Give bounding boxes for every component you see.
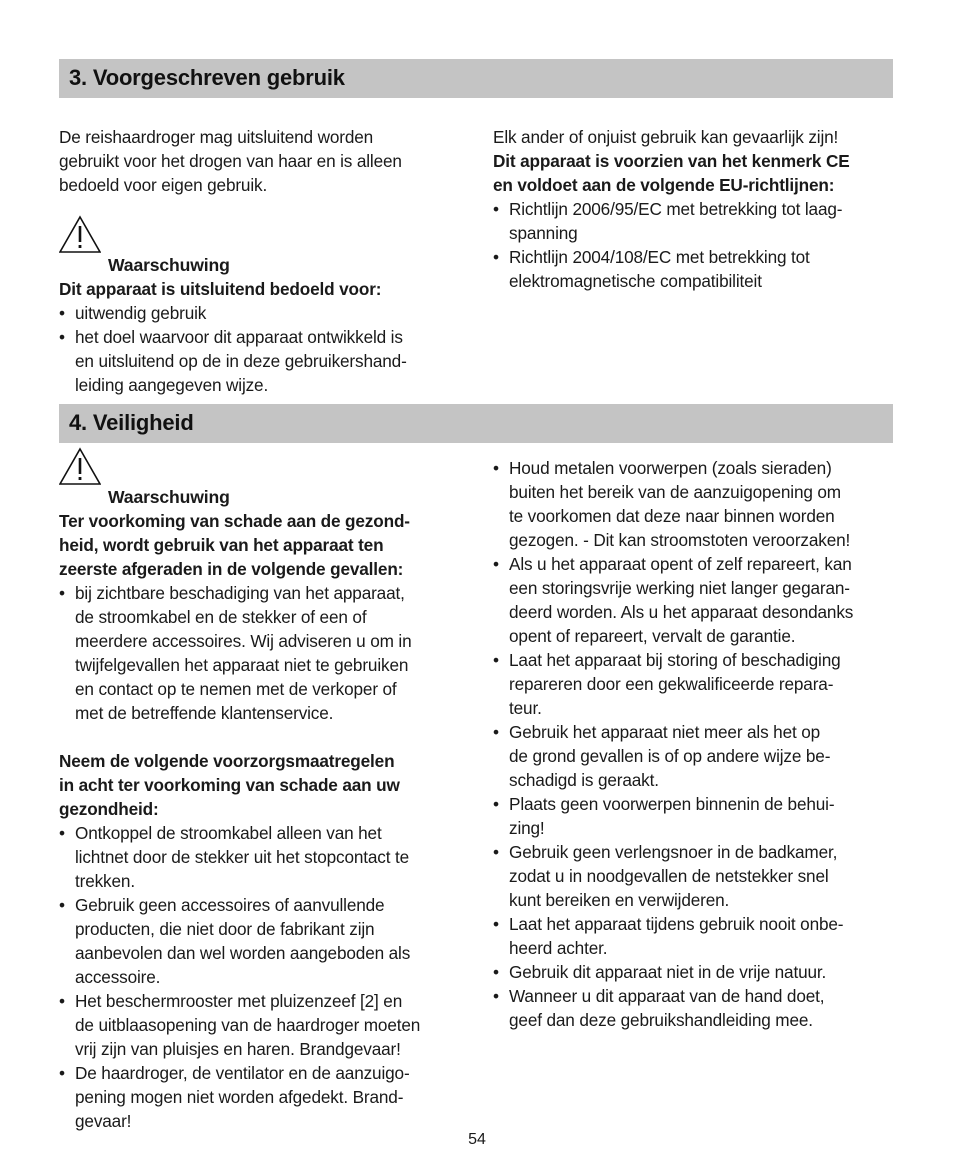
precautions-lead: Neem de volgende voorzorgsmaatregelen in acht ter voorkoming van schade aan uw gezondheid: bbox=[59, 751, 400, 819]
section-3-left-column bbox=[59, 125, 459, 397]
list-item: • De haardroger, de ventilator en de aanzuigo- pening mogen niet worden afgedekt. Brand- gevaar! bbox=[59, 1061, 459, 1133]
warning-lead: Dit apparaat is uitsluitend bedoeld voor: bbox=[59, 279, 382, 299]
section-4-right-column bbox=[493, 456, 893, 1032]
safety-list bbox=[493, 456, 893, 1032]
eu-directives-list bbox=[493, 197, 893, 293]
warning-heading bbox=[59, 253, 459, 277]
section-4-title: 4. Veiligheid bbox=[69, 410, 194, 435]
list-item: • Het beschermrooster met pluizenzeef [2] en de uitblaasopening van de haardroger moeten vrij zijn van pluisjes en haren. Brandgevaar! bbox=[59, 989, 459, 1061]
list-item: • Ontkoppel de stroomkabel alleen van het lichtnet door de stekker uit het stopcontact te trekken. bbox=[59, 821, 459, 893]
section-4-left-column bbox=[59, 485, 459, 1133]
list-item: • Gebruik geen verlengsnoer in de badkamer, zodat u in noodgevallen de netstekker snel kunt bereiken en verwijderen. bbox=[493, 840, 893, 912]
list-item: • Wanneer u dit apparaat van de hand doet, geef dan deze gebruikshandleiding mee. bbox=[493, 984, 893, 1032]
list-item: • bij zichtbare beschadiging van het apparaat, de stroomkabel en de stekker of een of meerdere accessoires. Wij adviseren u om in twijfelgevallen het apparaat niet te gebruiken en contact op te nemen met de verkoper of met de betreffende klantenservice. bbox=[59, 581, 459, 725]
page-number: 54 bbox=[468, 1131, 486, 1148]
warning-label: Waarschuwing bbox=[108, 255, 230, 275]
warning-triangle-icon bbox=[59, 447, 101, 485]
list-item: • het doel waarvoor dit apparaat ontwikkeld is en uitsluitend op de in deze gebruikershand- leiding aangegeven wijze. bbox=[59, 325, 459, 397]
precautions-list bbox=[59, 821, 459, 1133]
intro-paragraph: De reishaardroger mag uitsluitend worden gebruikt voor het drogen van haar en is alleen bedoeld voor eigen gebruik. bbox=[59, 127, 402, 195]
list-item: • Gebruik dit apparaat niet in de vrije natuur. bbox=[493, 960, 893, 984]
warning-label: Waarschuwing bbox=[108, 487, 230, 507]
warning-heading bbox=[59, 485, 459, 509]
list-item: • Gebruik het apparaat niet meer als het op de grond gevallen is of op andere wijze be- schadigd is geraakt. bbox=[493, 720, 893, 792]
list-item: • uitwendig gebruik bbox=[59, 301, 459, 325]
list-item: • Houd metalen voorwerpen (zoals sieraden) buiten het bereik van de aanzuigopening om te voorkomen dat deze naar binnen worden gezogen. - Dit kan stroomstoten veroorzaken! bbox=[493, 456, 893, 552]
list-item: • Als u het apparaat opent of zelf repareert, kan een storingsvrije werking niet langer gegaran- deerd worden. Als u het apparaat desondanks opent of repareert, vervalt de garantie. bbox=[493, 552, 893, 648]
list-item: • Gebruik geen accessoires of aanvullende producten, die niet door de fabrikant zijn aanbevolen dan wel worden aangeboden als accessoire. bbox=[59, 893, 459, 989]
warning-lead: Ter voorkoming van schade aan de gezond- heid, wordt gebruik van het apparaat ten zeerste afgeraden in de volgende gevallen: bbox=[59, 511, 410, 579]
section-3-right-column bbox=[493, 125, 893, 293]
list-item: • Plaats geen voorwerpen binnenin de behui- zing! bbox=[493, 792, 893, 840]
misuse-warning: Elk ander of onjuist gebruik kan gevaarlijk zijn! bbox=[493, 127, 839, 147]
warning-triangle-icon bbox=[59, 215, 101, 253]
list-item: • Richtlijn 2004/108/EC met betrekking tot elektromagnetische compatibiliteit bbox=[493, 245, 893, 293]
intended-use-list bbox=[59, 301, 459, 397]
list-item: • Laat het apparaat bij storing of beschadiging repareren door een gekwalificeerde repara- teur. bbox=[493, 648, 893, 720]
section-3-title: 3. Voorgeschreven gebruik bbox=[69, 65, 345, 90]
list-item: • Richtlijn 2006/95/EC met betrekking tot laag- spanning bbox=[493, 197, 893, 245]
ce-statement: Dit apparaat is voorzien van het kenmerk CE en voldoet aan de volgende EU-richtlijnen: bbox=[493, 151, 850, 195]
list-item: • Laat het apparaat tijdens gebruik nooit onbe- heerd achter. bbox=[493, 912, 893, 960]
section-4-header bbox=[59, 404, 893, 443]
do-not-use-list bbox=[59, 581, 459, 725]
section-3-header bbox=[59, 59, 893, 98]
